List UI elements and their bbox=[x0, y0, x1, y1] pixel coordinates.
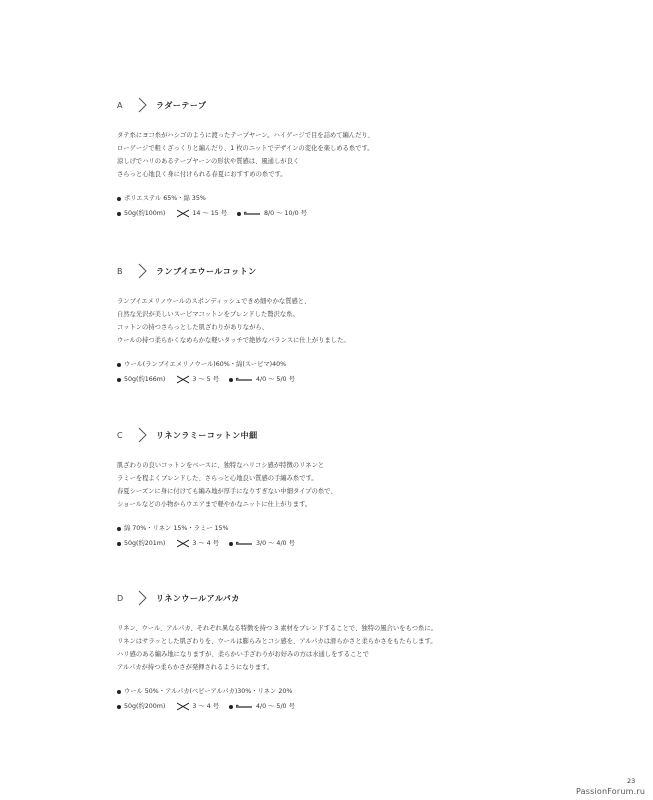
section-header bbox=[117, 593, 637, 607]
composition-line bbox=[117, 357, 637, 372]
hook-size: 4/0 〜 5/0 号 bbox=[256, 703, 295, 710]
description-line: ランブイエメリノウールのスポンディッシュできめ細やかな質感と、 bbox=[117, 298, 311, 305]
gauge-line bbox=[117, 372, 637, 387]
knitting-needle-icon bbox=[177, 539, 189, 548]
needle-size: 3 〜 4 号 bbox=[192, 540, 219, 547]
section-description bbox=[117, 129, 637, 181]
description-line: さらっと心地良く身に付けられる春夏におすすめの糸です。 bbox=[117, 171, 287, 178]
section-specs bbox=[117, 191, 637, 221]
page-number: 23 bbox=[627, 777, 636, 785]
section-description bbox=[117, 622, 637, 674]
needle-size: 3 〜 5 号 bbox=[192, 376, 219, 383]
section-letter: C bbox=[117, 431, 123, 440]
weight-length: 50g(約166m) bbox=[124, 376, 166, 383]
composition-line bbox=[117, 684, 637, 699]
section-letter: A bbox=[117, 101, 123, 110]
bullet-icon bbox=[117, 527, 121, 531]
section-specs bbox=[117, 357, 637, 387]
section-title: リネンウールアルパカ bbox=[156, 594, 240, 603]
composition: 綿 70%・リネン 15%・ラミー 15% bbox=[124, 525, 229, 532]
chevron-right-icon bbox=[136, 97, 148, 113]
description-line: ショールなどの小物からウエアまで軽やかなニットに仕上がります。 bbox=[117, 501, 312, 508]
section-title: リネンラミーコットン中細 bbox=[156, 431, 258, 440]
chevron-right-icon bbox=[136, 263, 148, 279]
section-description bbox=[117, 295, 637, 347]
composition: ウール(ランブイエメリノウール)60%・綿(スーピマ)40% bbox=[124, 361, 287, 368]
watermark: PassionForum.ru bbox=[576, 787, 646, 796]
crochet-hook-icon bbox=[236, 541, 252, 547]
yarn-section-d bbox=[117, 593, 637, 714]
chevron-right-icon bbox=[136, 427, 148, 443]
bullet-icon bbox=[117, 690, 121, 694]
yarn-section-b bbox=[117, 266, 637, 387]
section-header bbox=[117, 266, 637, 280]
weight-length: 50g(約201m) bbox=[124, 540, 166, 547]
bullet-icon bbox=[117, 378, 121, 382]
section-title: ランブイエウールコットン bbox=[156, 267, 257, 276]
knitting-needle-icon bbox=[177, 375, 189, 384]
knitting-needle-icon bbox=[177, 209, 189, 218]
bullet-icon bbox=[117, 363, 121, 367]
description-line: リネンはサラッとした肌ざわりを、ウールは膨らみとコシ感を、アルパカは滑らかさと柔らかさをもたらします。 bbox=[117, 638, 437, 645]
knitting-needle-icon bbox=[177, 702, 189, 711]
chevron-right-icon bbox=[136, 590, 148, 606]
crochet-hook-icon bbox=[236, 377, 252, 383]
description-line: ウールの持つ柔らかくなめらかな軽いタッチで絶妙なバランスに仕上がりました。 bbox=[117, 337, 350, 344]
yarn-section-c bbox=[117, 430, 637, 551]
description-line: ローゲージで粗くざっくりと編んだり、1 枚のニットでデザインの変化を楽しめる糸です。 bbox=[117, 145, 374, 152]
bullet-icon bbox=[117, 705, 121, 709]
gauge-line bbox=[117, 206, 637, 221]
hook-size: 4/0 〜 5/0 号 bbox=[256, 376, 295, 383]
composition: ポリエステル 65%・綿 35% bbox=[124, 195, 206, 202]
gauge-line bbox=[117, 699, 637, 714]
description-line: アルパカが持つ柔らかさが発揮されるようになります。 bbox=[117, 664, 274, 671]
bullet-icon bbox=[117, 542, 121, 546]
hook-size: 8/0 〜 10/0 号 bbox=[264, 210, 307, 217]
bullet-icon bbox=[229, 705, 233, 709]
composition-line bbox=[117, 521, 637, 536]
bullet-icon bbox=[229, 378, 233, 382]
description-line: ラミーを程よくブレンドした、さらっと心地良い質感の手編み糸です。 bbox=[117, 475, 318, 482]
description-line: タテ糸にヨコ糸がハシゴのように渡ったテープヤーン。ハイゲージで目を詰めて編んだり、 bbox=[117, 132, 374, 139]
description-line: リネン、ウール、アルパカ、それぞれ異なる特徴を持つ 3 素材をブレンドすることで、独特の風合いをもつ糸に。 bbox=[117, 625, 437, 632]
hook-size: 3/0 〜 4/0 号 bbox=[256, 540, 295, 547]
description-line: 涼しげでハリのあるテープヤーンの形状や質感は、風通しが良く bbox=[117, 158, 300, 165]
bullet-icon bbox=[117, 197, 121, 201]
crochet-hook-icon bbox=[244, 211, 260, 217]
yarn-section-a bbox=[117, 100, 637, 221]
section-description bbox=[117, 459, 637, 511]
gauge-line bbox=[117, 536, 637, 551]
section-title: ラダーテープ bbox=[156, 101, 207, 110]
description-line: 自然な光沢が美しいスーピマコットンをブレンドした贅沢な糸。 bbox=[117, 311, 299, 318]
needle-size: 14 〜 15 号 bbox=[192, 210, 227, 217]
weight-length: 50g(約100m) bbox=[124, 210, 166, 217]
section-letter: B bbox=[117, 267, 123, 276]
section-specs bbox=[117, 684, 637, 714]
crochet-hook-icon bbox=[236, 704, 252, 710]
section-specs bbox=[117, 521, 637, 551]
section-letter: D bbox=[117, 594, 124, 603]
description-line: コットンの持つさらっとした肌ざわりがありながら、 bbox=[117, 324, 268, 331]
bullet-icon bbox=[229, 542, 233, 546]
section-header bbox=[117, 100, 637, 114]
description-line: 春夏シーズンに身に付けても編み地が厚手になりすぎない中細タイプの糸で、 bbox=[117, 488, 337, 495]
needle-size: 3 〜 4 号 bbox=[192, 703, 219, 710]
description-line: 肌ざわりの良いコットンをベースに、独特なハリコシ感が特徴のリネンと bbox=[117, 462, 325, 469]
description-line: ハリ感のある編み地になりますが、柔らかい手ざわりがお好みの方は水通しをすることで bbox=[117, 651, 369, 658]
weight-length: 50g(約200m) bbox=[124, 703, 166, 710]
bullet-icon bbox=[237, 212, 241, 216]
bullet-icon bbox=[117, 212, 121, 216]
composition: ウール 50%・アルパカ(ベビーアルパカ)30%・リネン 20% bbox=[124, 688, 293, 695]
composition-line bbox=[117, 191, 637, 206]
section-header bbox=[117, 430, 637, 444]
